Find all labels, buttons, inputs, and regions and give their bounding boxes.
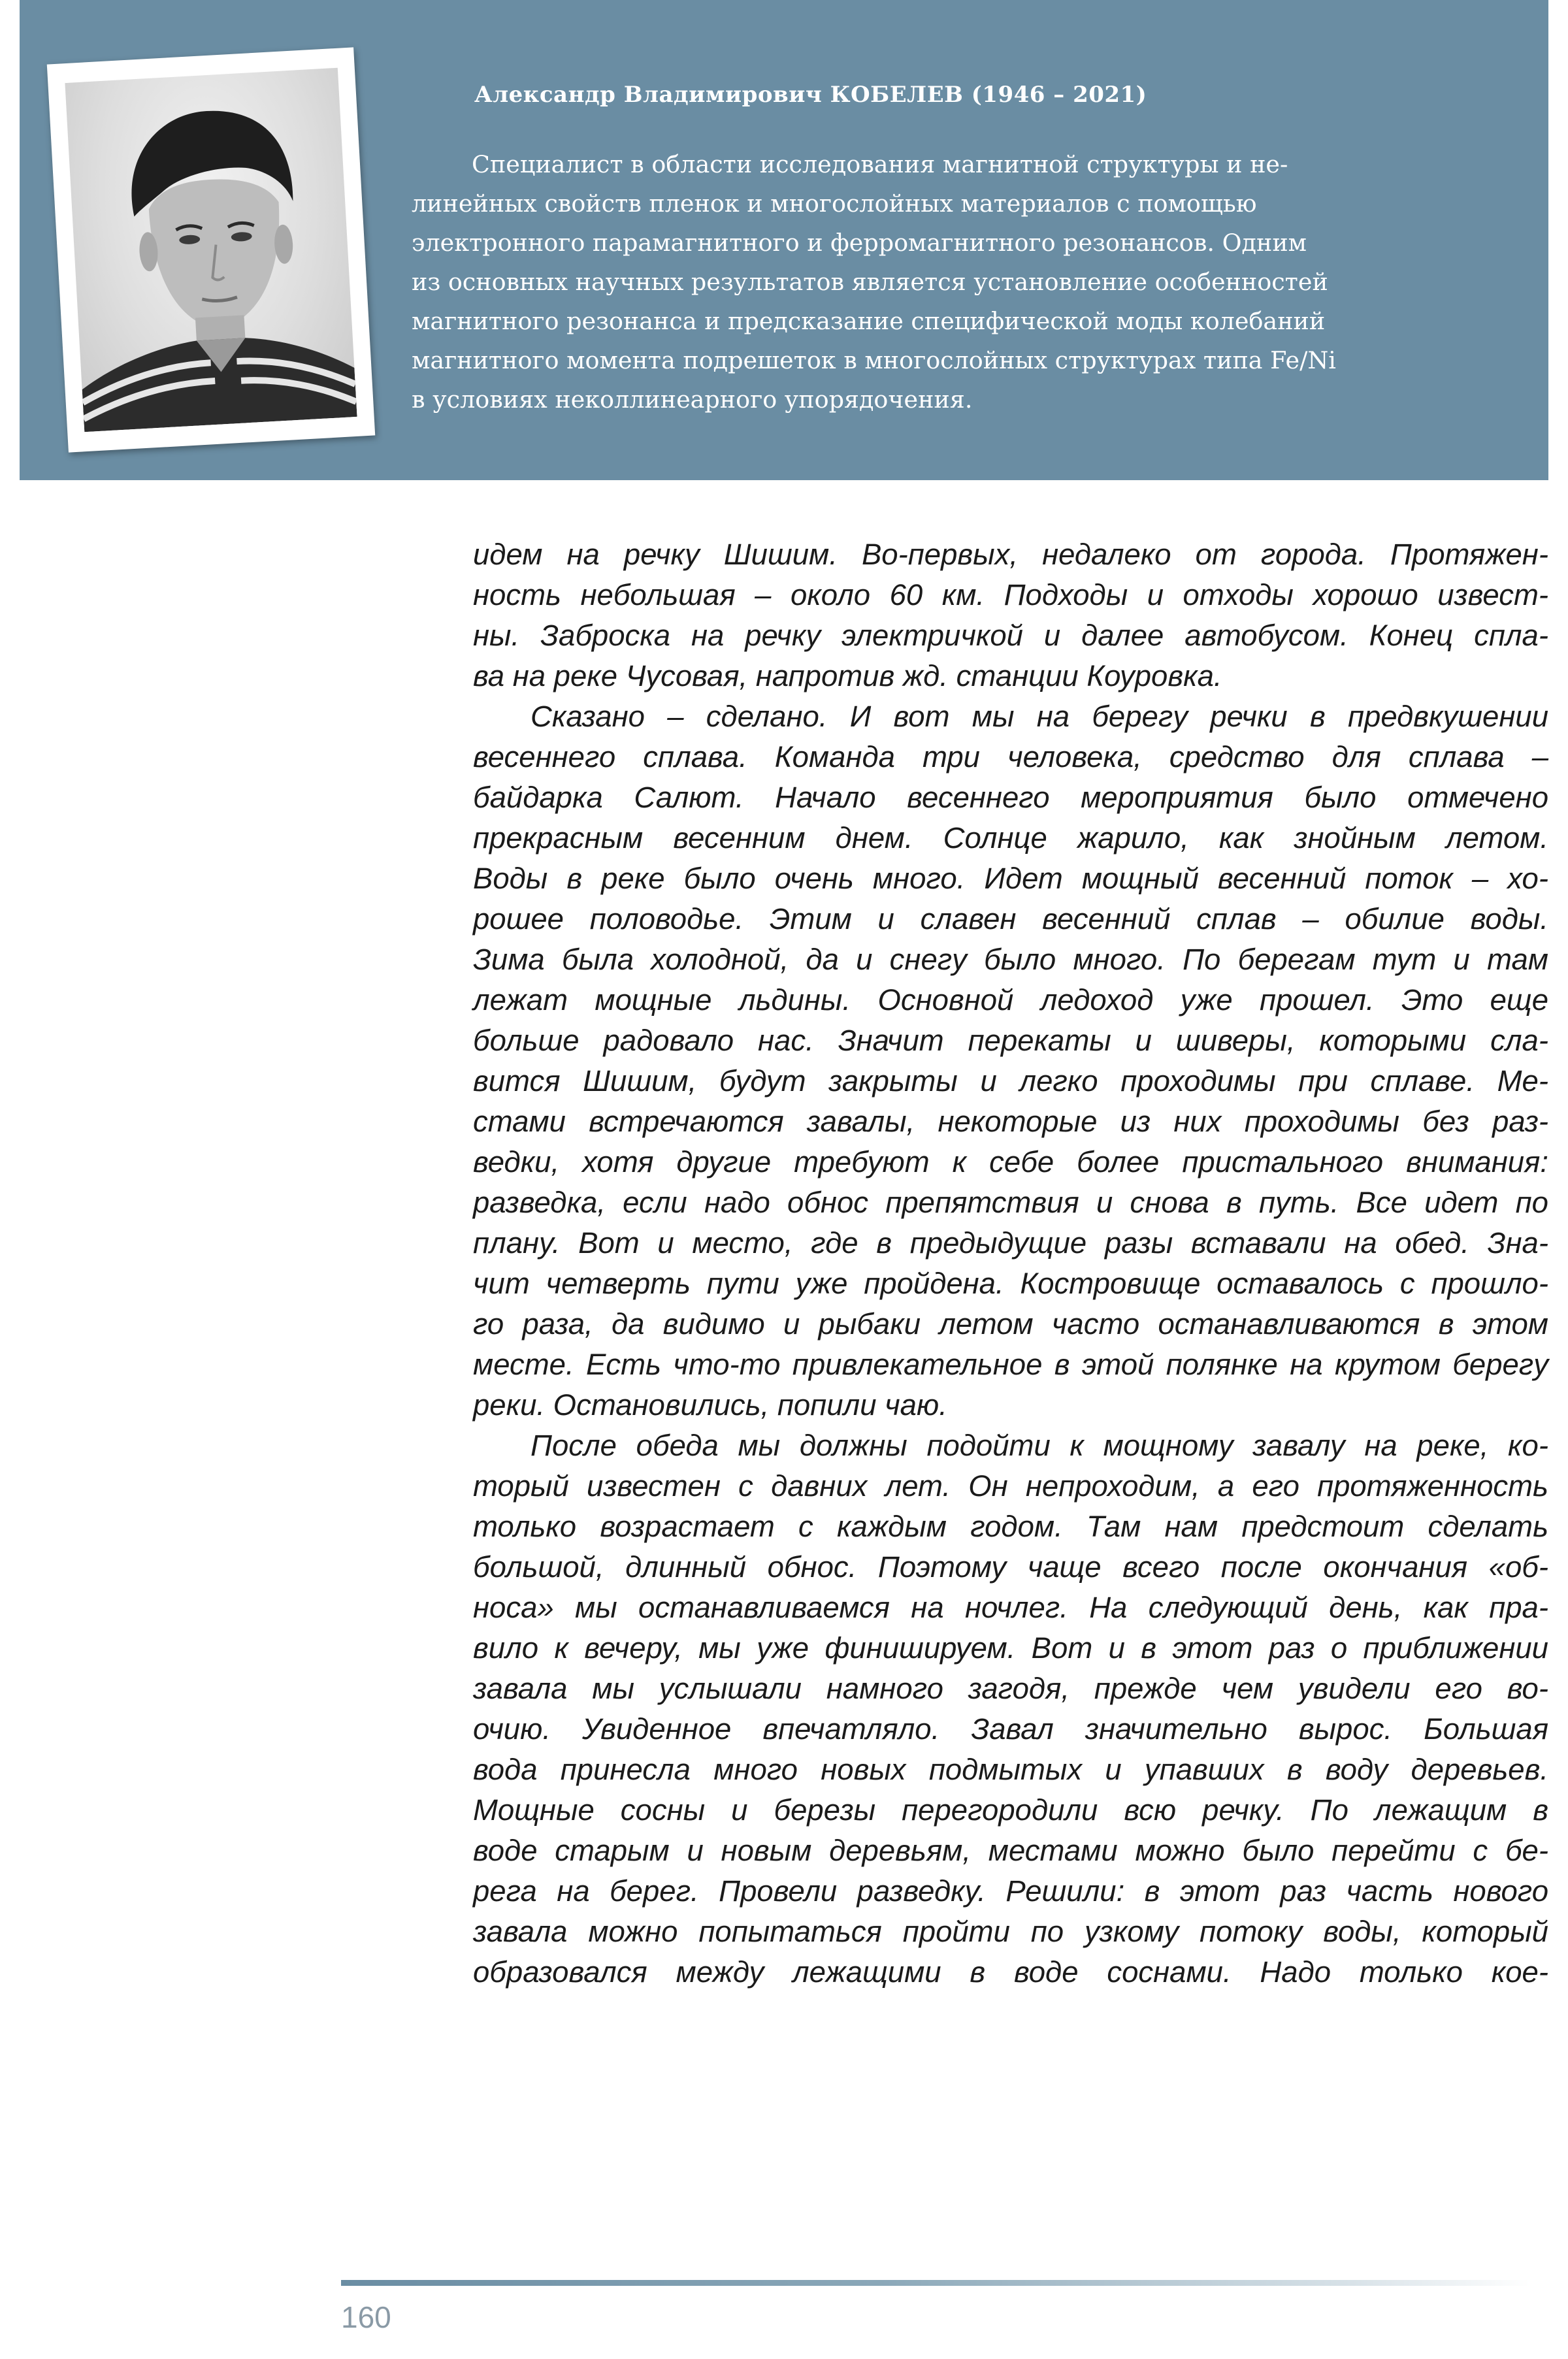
article-line: Зима была холодной, да и снегу было много. По берегам тут и там: [473, 943, 1548, 976]
article-line: месте. Есть что-то привлекательное в этой полянке на крутом берегу: [473, 1348, 1548, 1381]
article-line: завала мы услышали намного загодя, прежде чем увидели его во-: [473, 1672, 1548, 1705]
article-line: Сказано – сделано. И вот мы на берегу речки в предвкушении: [531, 700, 1548, 733]
bio-line: электронного парамагнитного и ферромагнитного резонансов. Одним: [412, 229, 1307, 257]
article-line: прекрасным весенним днем. Солнце жарило, как знойным летом.: [473, 821, 1548, 854]
article-line: завала можно попытаться пройти по узкому потоку воды, который: [473, 1915, 1548, 1948]
article-line: го раза, да видимо и рыбаки летом часто останавливаются в этом: [473, 1307, 1548, 1341]
portrait-photo: [47, 47, 375, 452]
article-line: ва на реке Чусовая, напротив жд. станции Коуровка.: [473, 659, 1222, 692]
bio-name: Александр Владимирович КОБЕЛЕВ (1946 – 2021): [474, 82, 1147, 108]
bio-line: из основных научных результатов является установление особенностей: [412, 268, 1328, 296]
article-line: вило к вечеру, мы уже финишируем. Вот и в этот раз о приближении: [473, 1631, 1548, 1665]
article-line: очию. Увиденное впечатляло. Завал значительно вырос. Большая: [473, 1712, 1548, 1746]
bio-description: [412, 145, 1470, 419]
article-line: ность небольшая – около 60 км. Подходы и отходы хорошо извест-: [473, 578, 1548, 611]
article-line: весеннего сплава. Команда три человека, средство для сплава –: [473, 740, 1548, 773]
footer-rule: [341, 2280, 1530, 2286]
article-line: вода принесла много новых подмытых и упавших в воду деревьев.: [473, 1753, 1548, 1786]
article-line: ны. Заброска на речку электричкой и далее автобусом. Конец спла-: [473, 619, 1548, 652]
article-line: разведка, если надо обнос препятствия и снова в путь. Все идет по: [473, 1186, 1548, 1219]
article-line: стами встречаются завалы, некоторые из них проходимы без раз-: [473, 1105, 1548, 1138]
portrait-image: [65, 68, 357, 432]
article-line: носа» мы останавливаемся на ночлег. На следующий день, как пра-: [473, 1591, 1548, 1624]
article-line: воде старым и новым деревьям, местами можно было перейти с бе-: [473, 1834, 1548, 1867]
article-line: реки. Остановились, попили чаю.: [473, 1388, 947, 1422]
article-line: После обеда мы должны подойти к мощному завалу на реке, ко-: [531, 1429, 1548, 1462]
article-line: Воды в реке было очень много. Идет мощный весенний поток – хо-: [473, 862, 1548, 895]
bio-line: магнитного резонанса и предсказание специфической моды колебаний: [412, 307, 1326, 335]
article-line: рега на берег. Провели разведку. Решили: в этот раз часть нового: [473, 1874, 1548, 1908]
bio-line: Специалист в области исследования магнитной структуры и не-: [472, 150, 1288, 178]
bio-line: линейных свойств пленок и многослойных материалов с помощью: [412, 189, 1257, 218]
article-line: чит четверть пути уже пройдена. Костровище оставалось с прошло-: [473, 1267, 1548, 1300]
article-line: только возрастает с каждым годом. Там нам предстоит сделать: [473, 1510, 1548, 1543]
article-line: плану. Вот и место, где в предыдущие разы вставали на обед. Зна-: [473, 1226, 1548, 1260]
article-line: рошее половодье. Этим и славен весенний сплав – обилие воды.: [473, 902, 1548, 935]
bio-line: магнитного момента подрешеток в многослойных структурах типа Fe/Ni: [412, 346, 1336, 374]
article-line: Мощные сосны и березы перегородили всю речку. По лежащим в: [473, 1793, 1548, 1827]
article-line: больше радовало нас. Значит перекаты и шиверы, которыми сла-: [473, 1024, 1548, 1057]
article-line: байдарка Салют. Начало весеннего мероприятия было отмечено: [473, 781, 1548, 814]
bio-line: в условиях неколлинеарного упорядочения.: [412, 385, 973, 414]
article-line: лежат мощные льдины. Основной ледоход уже прошел. Это еще: [473, 983, 1548, 1017]
article-line: торый известен с давних лет. Он непроходим, а его протяженность: [473, 1469, 1548, 1503]
article-line: идем на речку Шишим. Во-первых, недалеко от города. Протяжен-: [473, 538, 1548, 571]
page-number: 160: [341, 2300, 391, 2334]
article-line: большой, длинный обнос. Поэтому чаще всего после окончания «об-: [473, 1550, 1548, 1584]
article-body: [473, 534, 1548, 1993]
article-line: ведки, хотя другие требуют к себе более пристального внимания:: [473, 1145, 1548, 1179]
article-line: образовался между лежащими в воде соснами. Надо только кое-: [473, 1955, 1548, 1989]
article-line: вится Шишим, будут закрыты и легко проходимы при сплаве. Ме-: [473, 1064, 1548, 1098]
